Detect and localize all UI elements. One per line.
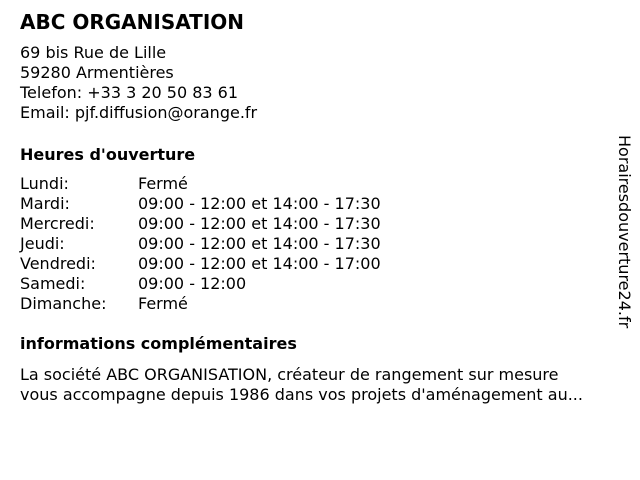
day-label: Samedi: [20, 274, 86, 293]
hours-row-saturday [20, 274, 381, 294]
site-watermark: Horairesdouverture24.fr [615, 135, 634, 329]
hours-row-friday [20, 254, 381, 274]
day-label: Mercredi: [20, 214, 95, 233]
phone-number[interactable]: Telefon: +33 3 20 50 83 61 [20, 83, 239, 102]
opening-hours-table [20, 174, 381, 314]
day-hours: 09:00 - 12:00 et 14:00 - 17:30 [138, 194, 381, 213]
day-hours: 09:00 - 12:00 et 14:00 - 17:30 [138, 214, 381, 233]
email-address[interactable]: Email: pjf.diffusion@orange.fr [20, 103, 258, 122]
day-label: Dimanche: [20, 294, 107, 313]
additional-info-text [20, 365, 630, 405]
day-label: Mardi: [20, 194, 70, 213]
description-line: vous accompagne depuis 1986 dans vos projets d'aménagement au... [20, 385, 583, 404]
additional-info-heading: informations complémentaires [20, 334, 297, 353]
hours-row-thursday [20, 234, 381, 254]
day-label: Vendredi: [20, 254, 96, 273]
day-hours: Fermé [138, 174, 188, 193]
contact-block [20, 43, 257, 123]
day-hours: Fermé [138, 294, 188, 313]
day-hours: 09:00 - 12:00 et 14:00 - 17:30 [138, 234, 381, 253]
address-street: 69 bis Rue de Lille [20, 43, 167, 62]
day-hours: 09:00 - 12:00 [138, 274, 247, 293]
day-label: Lundi: [20, 174, 69, 193]
opening-hours-heading: Heures d'ouverture [20, 145, 196, 164]
day-label: Jeudi: [20, 234, 65, 253]
company-name: ABC ORGANISATION [20, 10, 244, 34]
hours-row-monday [20, 174, 381, 194]
hours-row-wednesday [20, 214, 381, 234]
day-hours: 09:00 - 12:00 et 14:00 - 17:00 [138, 254, 381, 273]
hours-row-sunday [20, 294, 381, 314]
hours-row-tuesday [20, 194, 381, 214]
address-city: 59280 Armentières [20, 63, 174, 82]
description-line: La société ABC ORGANISATION, créateur de rangement sur mesure [20, 365, 559, 384]
